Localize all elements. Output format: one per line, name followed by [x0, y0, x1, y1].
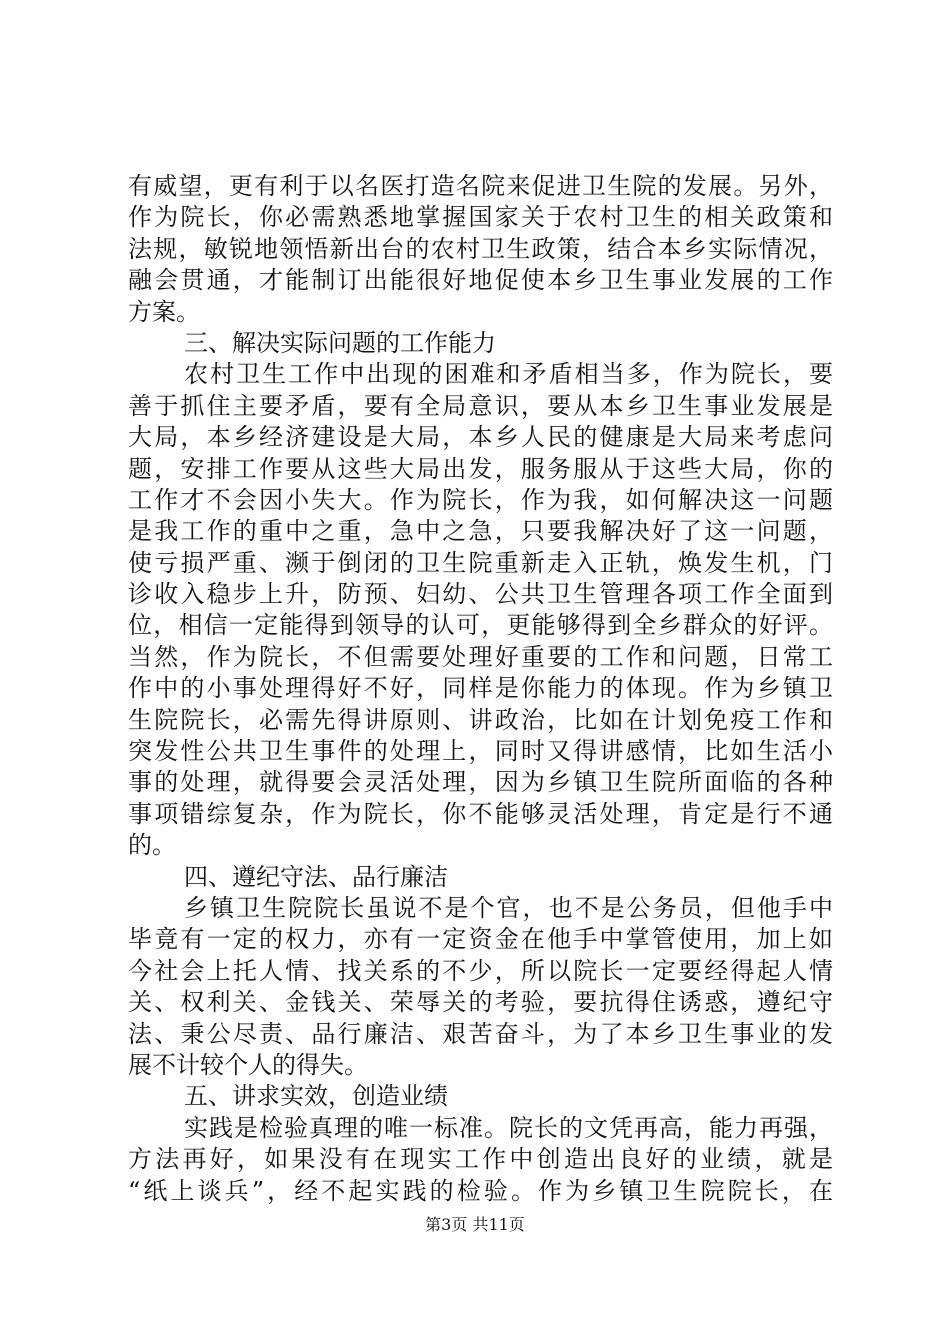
text-line: 乡镇卫生院院长虽说不是个官，也不是公务员，但他手中	[184, 893, 833, 922]
text-line: 事项错综复杂，作为院长，你不能够灵活处理，肯定是行不通	[128, 799, 833, 828]
text-line: 融会贯通，才能制订出能很好地促使本乡卫生事业发展的工作	[128, 266, 833, 295]
text-line: 大局，本乡经济建设是大局，本乡人民的健康是大局来考虑问	[128, 423, 833, 452]
document-body	[128, 171, 833, 1207]
text-line: 是我工作的重中之重，急中之急，只要我解决好了这一问题，	[128, 517, 833, 546]
text-line: 事的处理，就得要会灵活处理，因为乡镇卫生院所面临的各种	[128, 768, 833, 797]
page-footer: 第3页 共11页	[425, 1215, 525, 1234]
text-line: 农村卫生工作中出现的困难和矛盾相当多，作为院长，要	[184, 360, 833, 389]
text-line: 诊收入稳步上升，防预、妇幼、公共卫生管理各项工作全面到	[128, 580, 833, 609]
text-line: “纸上谈兵”，经不起实践的检验。作为乡镇卫生院院长，在	[128, 1176, 833, 1205]
text-line: 法、秉公尽责、品行廉洁、艰苦奋斗，为了本乡卫生事业的发	[128, 1019, 833, 1048]
text-line: 方案。	[128, 297, 200, 326]
text-line: 工作才不会因小失大。作为院长，作为我，如何解决这一问题	[128, 485, 833, 514]
text-line: 关、权利关、金钱关、荣辱关的考验，要抗得住诱惑，遵纪守	[128, 988, 833, 1017]
text-line: 毕竟有一定的权力，亦有一定资金在他手中掌管使用，加上如	[128, 925, 833, 954]
text-line: 今社会上托人情、找关系的不少，所以院长一定要经得起人情	[128, 956, 833, 985]
text-line: 作为院长，你必需熟悉地掌握国家关于农村卫生的相关政策和	[128, 203, 833, 232]
text-line: 实践是检验真理的唯一标准。院长的文凭再高，能力再强，	[184, 1113, 833, 1142]
text-line: 突发性公共卫生事件的处理上，同时又得讲感情，比如生活小	[128, 737, 833, 766]
text-line: 当然，作为院长，不但需要处理好重要的工作和问题，日常工	[128, 642, 833, 671]
text-line: 生院院长，必需先得讲原则、讲政治，比如在计划免疫工作和	[128, 705, 833, 734]
text-line: 题，安排工作要从这些大局出发，服务服从于这些大局，你的	[128, 454, 833, 483]
section-heading: 四、遵纪守法、品行廉洁	[184, 862, 448, 891]
text-line: 的。	[128, 831, 176, 860]
text-line: 善于抓住主要矛盾，要有全局意识，要从本乡卫生事业发展是	[128, 391, 833, 420]
text-line: 使亏损严重、濒于倒闭的卫生院重新走入正轨，焕发生机，门	[128, 548, 833, 577]
section-heading: 五、讲求实效，创造业绩	[184, 1082, 448, 1111]
text-line: 作中的小事处理得好不好，同样是你能力的体现。作为乡镇卫	[128, 674, 833, 703]
text-line: 方法再好，如果没有在现实工作中创造出良好的业绩，就是	[128, 1145, 833, 1174]
text-line: 展不计较个人的得失。	[128, 1050, 368, 1079]
section-heading: 三、解决实际问题的工作能力	[184, 328, 496, 357]
text-line: 位，相信一定能得到领导的认可，更能够得到全乡群众的好评。	[128, 611, 833, 640]
text-line: 法规，敏锐地领悟新出台的农村卫生政策，结合本乡实际情况，	[128, 234, 833, 263]
text-line: 有威望，更有利于以名医打造名院来促进卫生院的发展。另外，	[128, 172, 833, 200]
